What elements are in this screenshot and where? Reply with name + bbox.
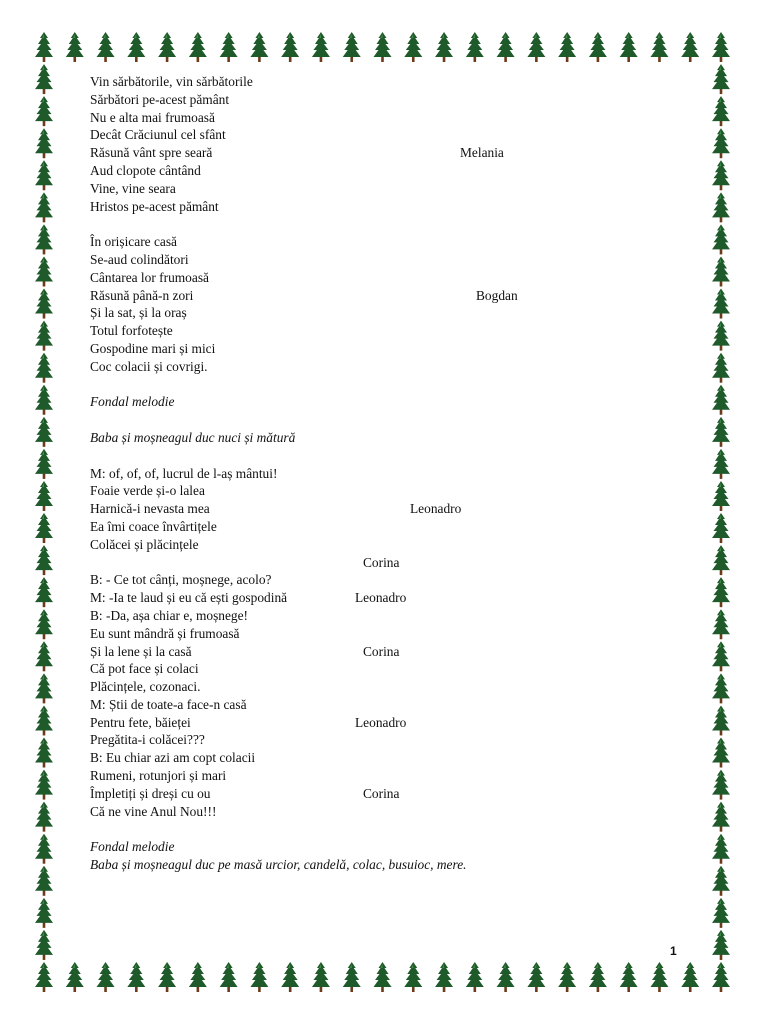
pine-tree-icon (558, 962, 576, 992)
text-line (90, 714, 690, 732)
line-text: Vine, vine seara (90, 180, 176, 196)
pine-tree-icon (374, 32, 392, 62)
pine-tree-icon (250, 962, 268, 992)
line-text: Și la sat, și la oraș (90, 305, 187, 321)
pine-tree-icon (497, 32, 515, 62)
line-text: Răsună până-n zori (90, 287, 194, 303)
line-text: Fondal melodie (90, 839, 175, 855)
pine-tree-icon (712, 192, 730, 222)
pine-tree-icon (712, 417, 730, 447)
text-line (90, 767, 690, 785)
pine-tree-icon (712, 738, 730, 768)
text-line (90, 322, 690, 340)
pine-tree-icon (497, 962, 515, 992)
pine-tree-icon (712, 802, 730, 832)
pine-tree-icon (312, 962, 330, 992)
pine-tree-icon (681, 962, 699, 992)
speaker-name: Leonadro (355, 590, 407, 606)
pine-tree-icon (312, 32, 330, 62)
pine-tree-icon (466, 962, 484, 992)
text-line (90, 287, 690, 305)
text-line (90, 660, 690, 678)
pine-tree-icon (343, 32, 361, 62)
text-line (90, 109, 690, 127)
speaker-name: Leonadro (355, 714, 407, 730)
pine-tree-icon (35, 962, 53, 992)
pine-tree-icon (35, 898, 53, 928)
line-text: Pentru fete, băieței (90, 714, 191, 730)
pine-tree-icon (712, 705, 730, 735)
text-line (90, 678, 690, 696)
pine-tree-icon (650, 962, 668, 992)
pine-tree-icon (404, 32, 422, 62)
pine-tree-icon (712, 289, 730, 319)
pine-tree-icon (712, 481, 730, 511)
blank-line (90, 820, 690, 838)
line-text: B: -Da, așa chiar e, moșnege! (90, 607, 249, 623)
line-text: Fondal melodie (90, 394, 175, 410)
speaker-name: Melania (460, 145, 504, 161)
speaker-name: Corina (363, 643, 400, 659)
pine-tree-icon (620, 32, 638, 62)
pine-tree-icon (35, 353, 53, 383)
pine-tree-icon (712, 353, 730, 383)
pine-tree-icon (712, 834, 730, 864)
line-text: În orișicare casă (90, 234, 177, 250)
pine-tree-icon (435, 962, 453, 992)
pine-tree-icon (374, 962, 392, 992)
text-line (90, 126, 690, 144)
line-text: Pregătita-i colăcei??? (90, 732, 205, 748)
pine-tree-icon (681, 32, 699, 62)
text-line (90, 269, 690, 287)
pine-tree-icon (35, 224, 53, 254)
line-text: Baba și moșneagul duc nuci și mătură (90, 429, 296, 445)
pine-tree-icon (35, 289, 53, 319)
line-text: Gospodine mari și mici (90, 340, 216, 356)
text-line (90, 180, 690, 198)
pine-tree-icon (35, 128, 53, 158)
pine-tree-icon (158, 962, 176, 992)
text-line (90, 465, 690, 483)
pine-tree-icon (35, 545, 53, 575)
text-line (90, 518, 690, 536)
text-line (90, 251, 690, 269)
page-number: 1 (670, 944, 677, 958)
pine-tree-icon (712, 609, 730, 639)
text-line (90, 144, 690, 162)
pine-tree-icon (712, 321, 730, 351)
text-line (90, 856, 690, 874)
pine-tree-icon (66, 32, 84, 62)
poem-text (90, 73, 690, 874)
pine-tree-icon (558, 32, 576, 62)
pine-tree-icon (281, 962, 299, 992)
line-text: Cântarea lor frumoasă (90, 269, 209, 285)
line-text: Răsună vânt spre seară (90, 145, 213, 161)
text-line (90, 589, 690, 607)
pine-tree-icon (712, 160, 730, 190)
text-line (90, 358, 690, 376)
pine-tree-icon (158, 32, 176, 62)
pine-tree-icon (435, 32, 453, 62)
pine-tree-icon (250, 32, 268, 62)
text-line (90, 536, 690, 554)
pine-tree-icon (712, 577, 730, 607)
pine-tree-icon (220, 962, 238, 992)
pine-tree-icon (712, 385, 730, 415)
line-text: Decât Crăciunul cel sfânt (90, 127, 226, 143)
blank-line (90, 554, 690, 572)
text-line (90, 304, 690, 322)
pine-tree-icon (527, 32, 545, 62)
pine-tree-icon (35, 770, 53, 800)
pine-tree-icon (712, 866, 730, 896)
pine-tree-icon (35, 449, 53, 479)
pine-tree-icon (712, 224, 730, 254)
pine-tree-icon (127, 962, 145, 992)
pine-tree-icon (35, 160, 53, 190)
pine-tree-icon (712, 930, 730, 960)
line-text: Ea îmi coace învârtițele (90, 518, 217, 534)
text-line (90, 162, 690, 180)
pine-tree-icon (712, 513, 730, 543)
line-text: Sărbători pe-acest pământ (90, 91, 230, 107)
pine-tree-icon (35, 64, 53, 94)
line-text: Baba și moșneagul duc pe masă urcior, candelă, colac, busuioc, mere. (90, 857, 467, 873)
speaker-name: Leonadro (410, 501, 462, 517)
pine-tree-icon (35, 192, 53, 222)
line-text: Totul forfotește (90, 323, 173, 339)
pine-tree-icon (35, 481, 53, 511)
line-text: Hristos pe-acest pământ (90, 198, 219, 214)
speaker-name: Corina (363, 785, 400, 801)
pine-tree-icon (712, 898, 730, 928)
pine-tree-icon (35, 802, 53, 832)
pine-tree-icon (220, 32, 238, 62)
line-text: Harnică-i nevasta mea (90, 501, 210, 517)
speaker-name: Bogdan (476, 287, 518, 303)
line-text: Că ne vine Anul Nou!!! (90, 803, 217, 819)
text-line (90, 785, 690, 803)
text-line (90, 340, 690, 358)
line-text: Și la lene și la casă (90, 643, 192, 659)
text-line (90, 429, 690, 447)
speaker-name: Corina (363, 554, 400, 570)
pine-tree-icon (35, 417, 53, 447)
pine-tree-icon (35, 673, 53, 703)
pine-tree-icon (527, 962, 545, 992)
pine-tree-icon (189, 32, 207, 62)
pine-tree-icon (35, 609, 53, 639)
pine-tree-icon (712, 256, 730, 286)
pine-tree-icon (650, 32, 668, 62)
line-text: M: Știi de toate-a face-n casă (90, 696, 247, 712)
pine-tree-icon (589, 32, 607, 62)
pine-tree-icon (97, 32, 115, 62)
pine-tree-icon (589, 962, 607, 992)
pine-tree-icon (712, 545, 730, 575)
pine-tree-icon (35, 930, 53, 960)
pine-tree-icon (35, 321, 53, 351)
pine-tree-icon (712, 96, 730, 126)
line-text: Eu sunt mândră și frumoasă (90, 625, 240, 641)
text-line (90, 803, 690, 821)
pine-tree-icon (712, 32, 730, 62)
pine-tree-icon (35, 866, 53, 896)
pine-tree-icon (35, 385, 53, 415)
text-line (90, 482, 690, 500)
pine-tree-icon (35, 738, 53, 768)
text-line (90, 198, 690, 216)
line-text: Nu e alta mai frumoasă (90, 109, 215, 125)
pine-tree-icon (35, 705, 53, 735)
pine-tree-icon (712, 449, 730, 479)
blank-line (90, 376, 690, 394)
line-text: Aud clopote cântând (90, 162, 201, 178)
pine-tree-icon (35, 256, 53, 286)
pine-tree-icon (404, 962, 422, 992)
pine-tree-icon (712, 128, 730, 158)
line-text: Coc colacii și covrigi. (90, 358, 208, 374)
pine-tree-icon (712, 962, 730, 992)
pine-tree-icon (35, 577, 53, 607)
text-line (90, 91, 690, 109)
pine-tree-icon (712, 64, 730, 94)
line-text: Vin sărbătorile, vin sărbătorile (90, 74, 253, 89)
pine-tree-icon (66, 962, 84, 992)
pine-tree-icon (35, 32, 53, 62)
text-line (90, 571, 690, 589)
line-text: Rumeni, rotunjori și mari (90, 768, 227, 784)
blank-line (90, 447, 690, 465)
line-text: Se-aud colindători (90, 251, 189, 267)
text-line (90, 838, 690, 856)
pine-tree-icon (127, 32, 145, 62)
text-line (90, 696, 690, 714)
line-text: B: - Ce tot cânți, moșnege, acolo? (90, 572, 272, 588)
pine-tree-icon (620, 962, 638, 992)
pine-tree-icon (35, 834, 53, 864)
line-text: M: of, of, of, lucrul de l-aș mântui! (90, 465, 278, 481)
line-text: Colăcei și plăcințele (90, 536, 199, 552)
pine-tree-icon (189, 962, 207, 992)
text-line (90, 731, 690, 749)
text-line (90, 233, 690, 251)
line-text: Plăcințele, cozonaci. (90, 679, 201, 695)
pine-tree-icon (35, 641, 53, 671)
blank-line (90, 215, 690, 233)
text-line (90, 500, 690, 518)
pine-tree-icon (281, 32, 299, 62)
text-line (90, 607, 690, 625)
pine-tree-icon (712, 673, 730, 703)
text-line (90, 73, 690, 91)
text-line (90, 643, 690, 661)
blank-line (90, 411, 690, 429)
text-line (90, 625, 690, 643)
pine-tree-icon (97, 962, 115, 992)
pine-tree-icon (712, 770, 730, 800)
line-text: B: Eu chiar azi am copt colacii (90, 750, 256, 766)
text-line (90, 393, 690, 411)
pine-tree-icon (35, 96, 53, 126)
line-text: Foaie verde și-o lalea (90, 483, 205, 499)
pine-tree-icon (712, 641, 730, 671)
pine-tree-icon (343, 962, 361, 992)
pine-tree-icon (466, 32, 484, 62)
text-line (90, 749, 690, 767)
pine-tree-icon (35, 513, 53, 543)
line-text: M: -Ia te laud și eu că ești gospodină (90, 590, 288, 606)
line-text: Împletiți și dreși cu ou (90, 785, 211, 801)
line-text: Că pot face și colaci (90, 661, 199, 677)
